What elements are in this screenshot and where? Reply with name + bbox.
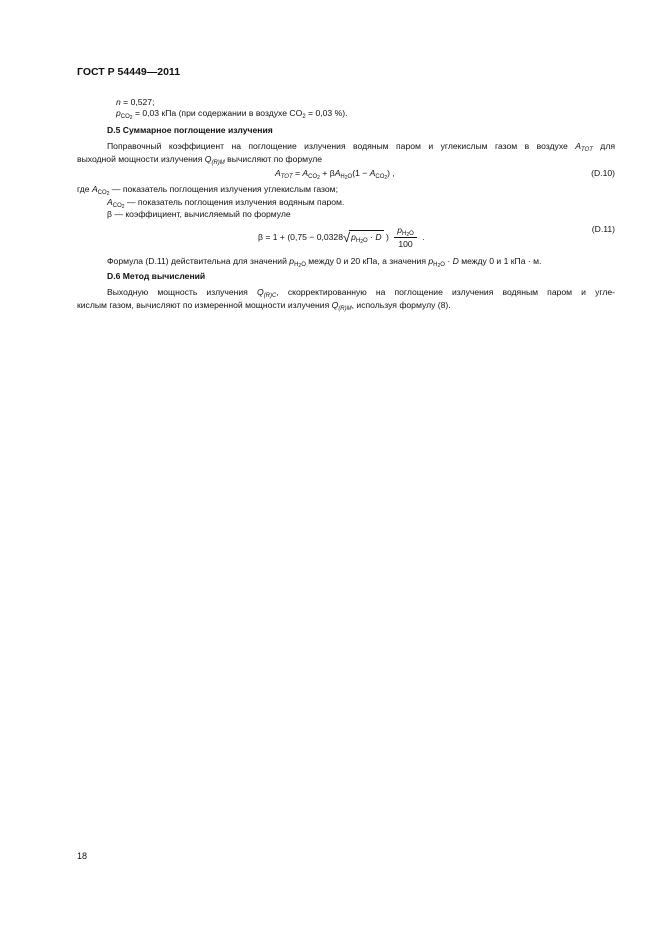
section-d5-paragraph-line2: выходной мощности излучения $Q_{(R)M}$ вычисляют по формуле	[77, 154, 323, 166]
where-aco2-line: где $A_{CO2}$ — показатель поглощения излучения углекислым газом;	[77, 184, 338, 197]
formula-d10-number: (D.10)	[591, 168, 615, 178]
formula-d11-number: (D.11)	[591, 224, 615, 234]
param-pco2-line: $p_{CO2} = 0,03$ кПа (при содержании в воздухе $CO_2 = 0,03$ %).	[116, 108, 348, 121]
where-beta-line: β — коэффициент, вычисляемый по формуле	[107, 209, 291, 219]
section-d5-paragraph-line1: Поправочный коэффициент на поглощение излучения водяным паром и углекислым газом в воздухе $A_{TOT}$ для	[107, 141, 615, 153]
section-d5-title: D.5 Суммарное поглощение излучения	[107, 125, 273, 135]
formula-d11: $\beta = 1 + (0,75 - 0,0328√p_{H2O} \cdot D$ ) $\frac{p_{H2O}}{100}$ .	[258, 225, 425, 249]
page-number: 18	[77, 851, 88, 861]
where-ah2o-line: $A_{CO2}$ — показатель поглощения излучения водяным паром.	[107, 197, 345, 210]
section-d6-line1: Выходную мощность излучения $Q_{(R)C}$, скорректированную на поглощение излучения водяным паром и угле-	[107, 287, 615, 299]
section-d6-line2: кислым газом, вычисляют по измеренной мощности излучения $Q_{(R)M}$, используя формулу (8).	[77, 300, 451, 312]
formula-d11-fraction: $\frac{p_{H2O}}{100}$	[394, 224, 417, 251]
section-d6-title: D.6 Метод вычислений	[107, 271, 206, 281]
formula-d10: $A_{TOT} = A_{CO2} + \beta A_{H2O}(1 - A_{CO2})$ ,	[275, 168, 395, 181]
param-n-line: n = 0,527;	[116, 97, 155, 107]
document-header: ГОСТ Р 54449—2011	[77, 66, 181, 78]
formula-d11-validity: Формула (D.11) действительна для значений $p_{H2O}$ между 0 и 20 кПа, а значения $p_{H2O} \cdot D$ между 0 и 1 кПа · м.	[107, 256, 542, 269]
